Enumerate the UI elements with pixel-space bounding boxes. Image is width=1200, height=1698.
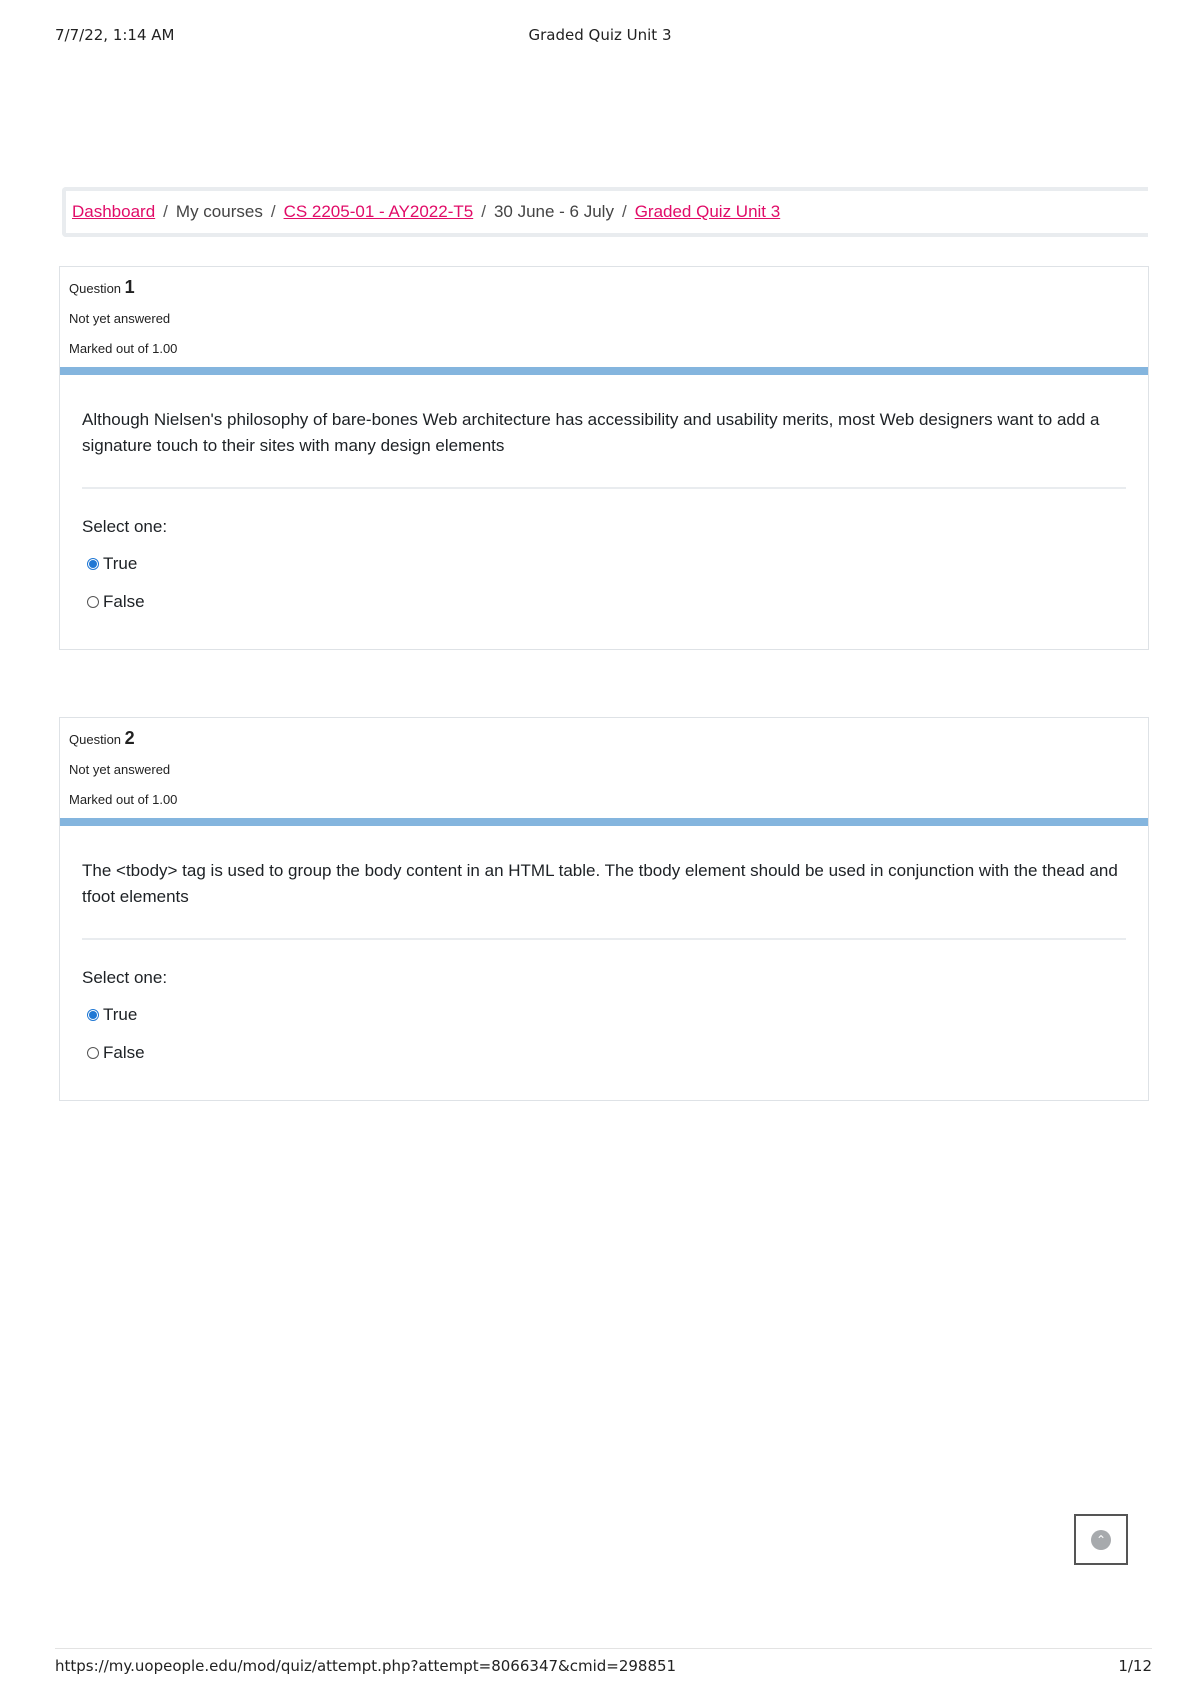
breadcrumb-separator: / bbox=[481, 202, 486, 221]
radio-unchecked-icon[interactable] bbox=[87, 1047, 99, 1059]
breadcrumb-my-courses: My courses bbox=[175, 202, 263, 221]
breadcrumb-separator: / bbox=[621, 202, 627, 221]
print-footer bbox=[55, 1648, 1152, 1675]
breadcrumb-separator: / bbox=[163, 202, 168, 221]
question-formulation bbox=[82, 826, 1126, 1072]
question-1-card bbox=[59, 266, 1149, 650]
answer-options bbox=[82, 996, 1126, 1072]
answer-prompt: Select one: bbox=[82, 517, 168, 536]
question-number bbox=[69, 728, 1139, 750]
answer-options bbox=[82, 545, 1126, 621]
question-info bbox=[60, 718, 1148, 826]
breadcrumb bbox=[62, 187, 1148, 237]
print-title: Graded Quiz Unit 3 bbox=[528, 26, 672, 44]
answer-option-label[interactable]: False bbox=[103, 1043, 145, 1062]
radio-unchecked-icon[interactable] bbox=[87, 596, 99, 608]
back-to-top-button[interactable] bbox=[1074, 1514, 1128, 1565]
breadcrumb-quiz-link[interactable]: Graded Quiz Unit 3 bbox=[634, 202, 781, 221]
answer-option-false[interactable] bbox=[87, 583, 1126, 621]
answer-option-true[interactable] bbox=[87, 996, 1126, 1034]
answer-option-label[interactable]: True bbox=[103, 554, 138, 573]
answer-option-label[interactable]: True bbox=[103, 1005, 138, 1024]
arrow-up-icon: ⌃ bbox=[1091, 1530, 1111, 1550]
answer-option-label[interactable]: False bbox=[103, 592, 145, 611]
answer-option-true[interactable] bbox=[87, 545, 1126, 583]
question-grade: Marked out of 1.00 bbox=[69, 792, 178, 807]
radio-checked-icon[interactable] bbox=[87, 1009, 99, 1021]
question-grade: Marked out of 1.00 bbox=[69, 341, 178, 356]
question-label: Question bbox=[69, 732, 122, 747]
question-text: Although Nielsen's philosophy of bare-bones Web architecture has accessibility and usability merits, most Web designers want to add a signature touch to their sites with many design elements bbox=[82, 407, 1126, 489]
print-page-number: 1/12 bbox=[1118, 1657, 1152, 1675]
question-number-value: 2 bbox=[124, 728, 135, 748]
question-2-card bbox=[59, 717, 1149, 1101]
question-state: Not yet answered bbox=[69, 311, 171, 326]
breadcrumb-week: 30 June - 6 July bbox=[493, 202, 614, 221]
radio-checked-icon[interactable] bbox=[87, 558, 99, 570]
question-text: The <tbody> tag is used to group the body content in an HTML table. The tbody element should be used in conjunction with the thead and tfoot elements bbox=[82, 858, 1126, 940]
question-number-value: 1 bbox=[124, 277, 135, 297]
question-info bbox=[60, 267, 1148, 375]
print-datetime: 7/7/22, 1:14 AM bbox=[55, 26, 175, 44]
question-number bbox=[69, 277, 1139, 299]
question-state: Not yet answered bbox=[69, 762, 171, 777]
answer-prompt: Select one: bbox=[82, 968, 168, 987]
breadcrumb-dashboard-link[interactable]: Dashboard bbox=[72, 202, 156, 221]
question-formulation bbox=[82, 375, 1126, 621]
print-url: https://my.uopeople.edu/mod/quiz/attempt.php?attempt=8066347&cmid=298851 bbox=[55, 1657, 677, 1675]
breadcrumb-separator: / bbox=[270, 202, 276, 221]
breadcrumb-course-link[interactable]: CS 2205-01 - AY2022-T5 bbox=[283, 202, 474, 221]
question-label: Question bbox=[69, 281, 122, 296]
answer-option-false[interactable] bbox=[87, 1034, 1126, 1072]
